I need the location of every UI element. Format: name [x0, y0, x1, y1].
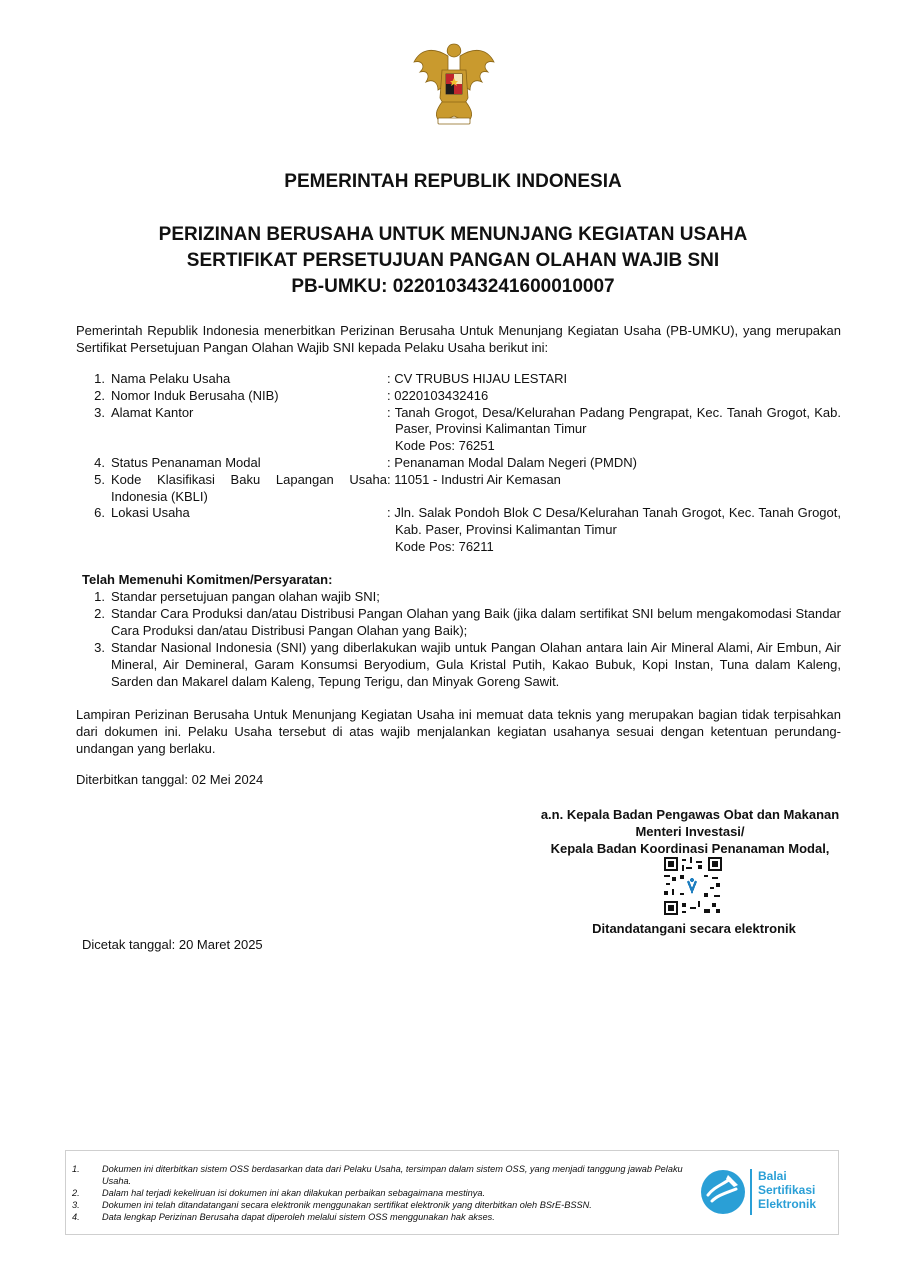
info-value: : 11051 - Industri Air Kemasan [387, 471, 561, 487]
list-item [76, 639, 841, 690]
footer-note [72, 1199, 688, 1211]
footer-notes-box [65, 1150, 839, 1235]
footer-note-text: Dokumen ini telah ditandatangani secara elektronik menggunakan sertifikat elektronik yang diterbitkan oleh BSrE-BSSN. [102, 1200, 592, 1210]
bsre-logo-line-3: Elektronik [758, 1197, 817, 1211]
info-number: 3. [94, 404, 105, 420]
footer-note [72, 1211, 688, 1223]
pb-umku-number: PB-UMKU: 022010343241600010007 [291, 276, 615, 297]
garuda-emblem-icon [412, 40, 496, 128]
list-item [76, 588, 841, 605]
info-row-name [76, 371, 841, 388]
business-info-list [76, 371, 841, 556]
footer-note-text: Data lengkap Perizinan Berusaha dapat diperoleh melalui sistem OSS menggunakan hak akses. [102, 1212, 495, 1222]
info-label: Lokasi Usaha [111, 505, 190, 521]
info-postal-code: Kode Pos: 76211 [395, 538, 494, 554]
info-row-business-location [76, 505, 841, 555]
signatory-line-1: a.n. Kepala Badan Pengawas Obat dan Makanan [540, 807, 840, 822]
document-title-line-2: SERTIFIKAT PERSETUJUAN PANGAN OLAHAN WAJIB SNI [186, 250, 720, 271]
document-title-line-1: PERIZINAN BERUSAHA UNTUK MENUNJANG KEGIATAN USAHA [158, 224, 748, 245]
electronic-signature-label: Ditandatangani secara elektronik [592, 921, 796, 936]
footer-note-number: 3. [72, 1200, 80, 1210]
list-item [76, 605, 841, 639]
info-number: 5. [94, 471, 105, 487]
signatory-line-3: Kepala Badan Koordinasi Penanaman Modal, [550, 841, 830, 856]
footer-note-number: 1. [72, 1164, 80, 1174]
footer-note [72, 1187, 688, 1199]
info-label: Alamat Kantor [111, 404, 194, 420]
bsre-logo-icon [698, 1165, 748, 1215]
list-item-number: 3. [94, 640, 105, 655]
info-value: : Penanaman Modal Dalam Negeri (PMDN) [387, 454, 637, 470]
footer-note [72, 1163, 688, 1187]
signatory-line-2: Menteri Investasi/ [635, 824, 745, 839]
info-row-investment-status [76, 455, 841, 472]
info-number: 4. [94, 454, 105, 470]
government-heading: PEMERINTAH REPUBLIK INDONESIA [284, 171, 622, 192]
list-item-text: Standar Nasional Indonesia (SNI) yang diberlakukan wajib untuk Pangan Olahan antara lain Air Mineral Alami, Air Embun, Air Mineral, Air Demineral, Garam Konsumsi Beryodium, Gula Kristal Putih, Kakao Bubuk, Kopi Instan, Tuna dalam Kaleng, Sarden dan Makarel dalam Kaleng, Tepung Terigu, dan Minyak Goreng Sawit. [111, 640, 841, 689]
footer-note-number: 4. [72, 1212, 80, 1222]
info-label: Nama Pelaku Usaha [111, 371, 231, 386]
commitment-heading: Telah Memenuhi Komitmen/Persyaratan: [82, 572, 333, 587]
info-label: Status Penanaman Modal [111, 454, 261, 470]
info-number: 2. [94, 387, 105, 403]
list-item-text: Standar persetujuan pangan olahan wajib SNI; [111, 589, 380, 604]
footer-note-text: Dokumen ini diterbitkan sistem OSS berdasarkan data dari Pelaku Usaha, tersimpan dalam sistem OSS, yang menjadi tanggung jawab Pelaku Usaha. [102, 1164, 683, 1186]
issued-date: Diterbitkan tanggal: 02 Mei 2024 [76, 772, 264, 787]
info-value: : CV TRUBUS HIJAU LESTARI [387, 371, 568, 386]
list-item-text: Standar Cara Produksi dan/atau Distribusi Pangan Olahan yang Baik (jika dalam sertifikat SNI belum mengakomodasi Standar Cara Produksi dan/atau Distribusi Pangan Olahan yang Baik); [111, 606, 841, 638]
commitment-list [76, 588, 841, 690]
bsre-logo-divider [750, 1169, 752, 1215]
list-item-number: 2. [94, 606, 105, 621]
footer-note-number: 2. [72, 1188, 80, 1198]
attachment-paragraph: Lampiran Perizinan Berusaha Untuk Menunjang Kegiatan Usaha ini memuat data teknis yang merupakan bagian tidak terpisahkan dari dokumen ini. Pelaku Usaha tersebut di atas wajib menjalankan kegiatan usahanya sesuai dengan ketentuan perundang-undangan yang berlaku. [76, 707, 841, 756]
intro-paragraph: Pemerintah Republik Indonesia menerbitkan Perizinan Berusaha Untuk Menunjang Kegiatan Usaha (PB-UMKU), yang merupakan Sertifikat Persetujuan Pangan Olahan Wajib SNI kepada Pelaku Usaha berikut ini: [76, 323, 841, 355]
info-label: Nomor Induk Berusaha (NIB) [111, 387, 279, 403]
footer-notes [72, 1163, 688, 1223]
list-item-number: 1. [94, 589, 105, 604]
info-value: : Jln. Salak Pondoh Blok C Desa/Kelurahan Tanah Grogot, Kec. Tanah Grogot, Kab. Paser, Provinsi Kalimantan Timur [387, 505, 841, 538]
footer-note-text: Dalam hal terjadi kekeliruan isi dokumen ini akan dilakukan perbaikan sebagaimana mestinya. [102, 1188, 486, 1198]
info-number: 1. [94, 371, 105, 386]
info-label: Kode Klasifikasi Baku Lapangan Usaha Indonesia (KBLI) [111, 471, 387, 504]
bsre-logo-text [758, 1169, 816, 1211]
bsre-logo-line-2: Sertifikasi [758, 1183, 816, 1197]
printed-date: Dicetak tanggal: 20 Maret 2025 [82, 937, 263, 952]
info-value: : Tanah Grogot, Desa/Kelurahan Padang Pengrapat, Kec. Tanah Grogot, Kab. Paser, Provinsi Kalimantan Timur [387, 404, 841, 437]
info-row-office-address [76, 405, 841, 455]
bsre-logo-line-1: Balai [758, 1169, 787, 1183]
info-postal-code: Kode Pos: 76251 [395, 438, 495, 454]
qr-code-icon [664, 857, 722, 915]
info-row-kbli [76, 472, 841, 506]
info-number: 6. [94, 505, 105, 521]
bsre-logo [698, 1165, 834, 1221]
info-value: : 0220103432416 [387, 387, 489, 403]
info-row-nib [76, 388, 841, 405]
